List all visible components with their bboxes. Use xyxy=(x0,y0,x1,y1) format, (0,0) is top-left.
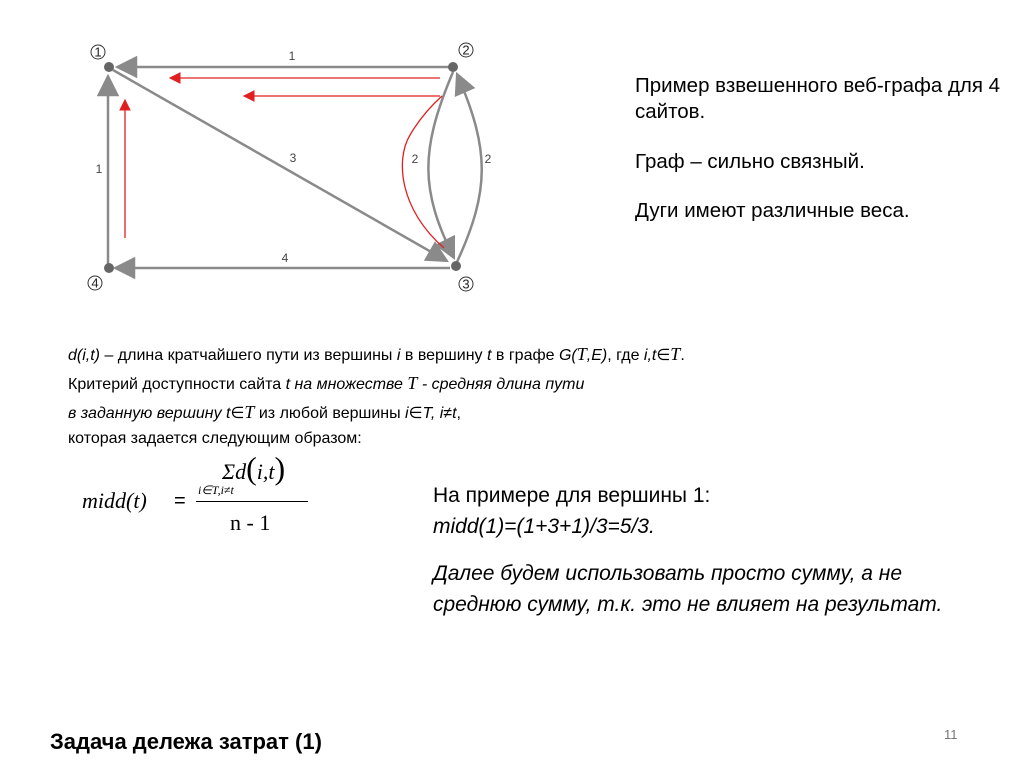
formula-denominator: n - 1 xyxy=(230,510,271,535)
node-1 xyxy=(104,62,114,72)
svg-text:4: 4 xyxy=(91,275,99,291)
node-2-label xyxy=(459,43,473,58)
node-1-label xyxy=(91,45,105,60)
weight-3-4: 4 xyxy=(281,251,289,265)
page-number: 11 xyxy=(944,727,958,742)
definition-line-4: которая задается следующим образом: xyxy=(68,430,362,448)
svg-text:3: 3 xyxy=(462,276,470,292)
edge-3-2 xyxy=(457,74,482,262)
weighted-graph-diagram xyxy=(0,0,560,320)
weight-2-1: 1 xyxy=(288,49,296,63)
formula-equals: = xyxy=(174,490,186,512)
weight-1-3: 3 xyxy=(289,151,297,165)
edge-1-3 xyxy=(113,70,447,261)
definition-line-3: в заданную вершину t∈T из любой вершины i∈T, i≠t, xyxy=(68,401,461,422)
example-line-1: На примере для вершины 1: xyxy=(433,484,711,507)
definition-line-2: Критерий доступности сайта t на множестве T - средняя длина пути xyxy=(68,372,585,393)
svg-text:1: 1 xyxy=(94,44,102,60)
formula-numerator: Σd(i,t) xyxy=(222,450,286,486)
formula-lhs: midd(t) xyxy=(82,488,147,513)
weight-3-2: 2 xyxy=(484,152,492,166)
example-line-2: midd(1)=(1+3+1)/3=5/3. xyxy=(433,515,655,539)
svg-text:2: 2 xyxy=(462,42,470,58)
description-line-3: Дуги имеют различные веса. xyxy=(635,199,910,223)
formula-subscript: i∈T,i≠t xyxy=(198,483,234,497)
definition-text xyxy=(68,340,928,452)
midd-formula xyxy=(80,448,330,548)
example-text xyxy=(433,480,993,620)
node-4-label xyxy=(88,276,102,291)
slide-title: Задача дележа затрат (1) xyxy=(50,729,322,754)
fraction-bar xyxy=(196,501,308,502)
description-line-2: Граф – сильно связный. xyxy=(635,149,865,173)
weight-2-3: 2 xyxy=(411,152,419,166)
node-3-label xyxy=(459,277,473,292)
red-arrow-curve xyxy=(402,96,444,248)
graph-description xyxy=(635,73,1015,224)
description-line-1: Пример взвешенного веб-графа для 4 сайтов. xyxy=(635,74,1001,123)
example-line-3: Далее будем использовать просто сумму, а не среднюю сумму, т.к. это не влияет на результат. xyxy=(433,562,943,617)
weight-4-1: 1 xyxy=(95,162,103,176)
edge-2-3 xyxy=(428,72,454,258)
definition-line-1: d(i,t) – длина кратчайшего пути из вершины i в вершину t в графе G(T,E), где i,t∈T. xyxy=(68,344,685,364)
node-4 xyxy=(104,263,114,273)
node-3 xyxy=(451,261,461,271)
node-2 xyxy=(448,62,458,72)
